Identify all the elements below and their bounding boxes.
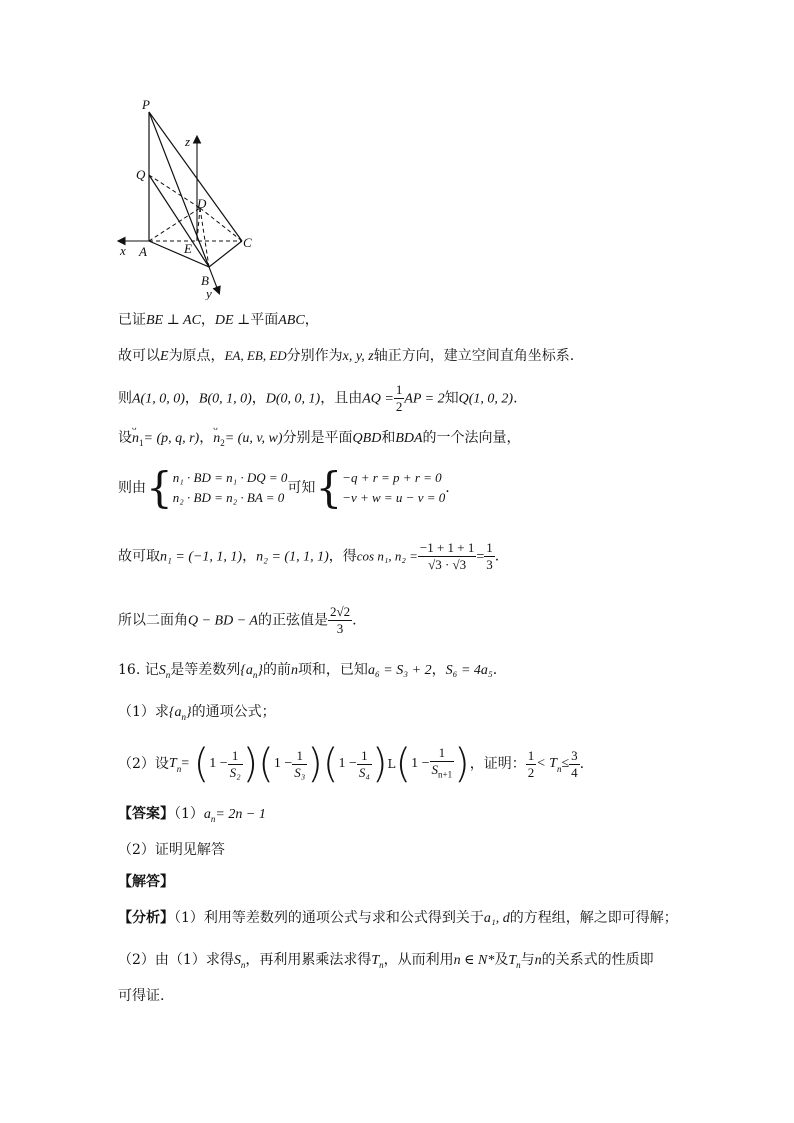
analysis-line-1: 【分析】（1）利用等差数列的通项公式与求和公式得到关于a₁, d的方程组，解之即可得解； — [118, 910, 678, 926]
label-P: P — [142, 97, 150, 112]
solution-label: 【解答】 — [118, 874, 174, 890]
pyramid-figure — [112, 95, 272, 300]
edge-DB — [200, 208, 209, 267]
question-1: （1）求$\{a_n\}$的通项公式； — [118, 704, 276, 722]
proof-line-1: 已证BE ⊥ AC，DE ⊥平面ABC， — [118, 312, 319, 328]
question-2: （2）设$T_n= (1$ − $\frac{1}{\text{S₂}}$ )(1 − $\frac{1}{\text{S₃}}$ )(1 − $\frac{1}{\text{S₄}}$ )L(1 − $\frac{1}{S_{n+1}}$ )，证明： $\frac{1}{2}$ < $T_n\le$ $\frac{3}{4}$ . — [118, 741, 585, 787]
proof-line-6: 故可取n₁ = (−1, 1, 1)，n₂ = (1, 1, 1)，得cos n₁, n₂ = $\frac{-1 + 1 + 1}{√3 \cdot √3}$ = $\frac{1}{3}$ . — [118, 540, 500, 572]
analysis-line-2: （2）由（1）求得$S_n$，再利用累乘法求得$T_n$，从而利用n ∈ N*及$T_n$与n的关系式的性质即 — [118, 952, 654, 970]
label-A: A — [139, 244, 147, 259]
answer-line-1: 【答案】$(1)a_n= 2n - 1$ — [118, 806, 266, 824]
label-z: z — [185, 134, 191, 149]
proof-line-2: 故可以E为原点，EA, EB, ED分别作为x, y, z轴正方向，建立空间直角坐标系. — [118, 348, 575, 364]
edge-BC — [209, 241, 242, 267]
edge-DC — [200, 208, 242, 241]
label-E: E — [184, 241, 192, 256]
proof-line-5: 则由{ n₁ · BD = n₁ · DQ = 0 n₂ · BD = n₂ · BA = 0 可知{ −q + r = p + r = 0 −v + w = u − v = 0 . — [118, 463, 450, 512]
proof-line-3: 则A(1, 0, 0)，B(0, 1, 0)，D(0, 0, 1)，且由AQ = $\frac{1}{2}$ AP = 2知Q(1, 0, 2). — [118, 382, 518, 414]
label-y: y — [206, 286, 212, 300]
label-x: x — [120, 243, 126, 258]
problem-statement: 16. 记$S_n$是等差数列$\{a_n\}$的前n项和，已知a₆ = S₃ + 2，S₆ = 4a₅. — [118, 662, 498, 680]
edge-QD — [149, 175, 200, 208]
edge-PC — [149, 112, 242, 241]
label-Q: Q — [136, 167, 146, 182]
label-C: C — [243, 235, 252, 250]
answer-line-2: （2）证明见解答 — [118, 842, 225, 858]
analysis-line-3: 可得证. — [118, 988, 165, 1004]
proof-line-4: 设ᴗ $n_1= (p$, q, r)，ᴗ $n_2= (u$, v, w)分别是平面QBD和BDA的一个法向量， — [118, 428, 521, 453]
proof-line-7: 所以二面角Q − BD − A的正弦值是 $\frac{2√2}{3}$ . — [118, 604, 357, 636]
label-D: D — [197, 196, 207, 211]
label-B: B — [201, 273, 209, 288]
